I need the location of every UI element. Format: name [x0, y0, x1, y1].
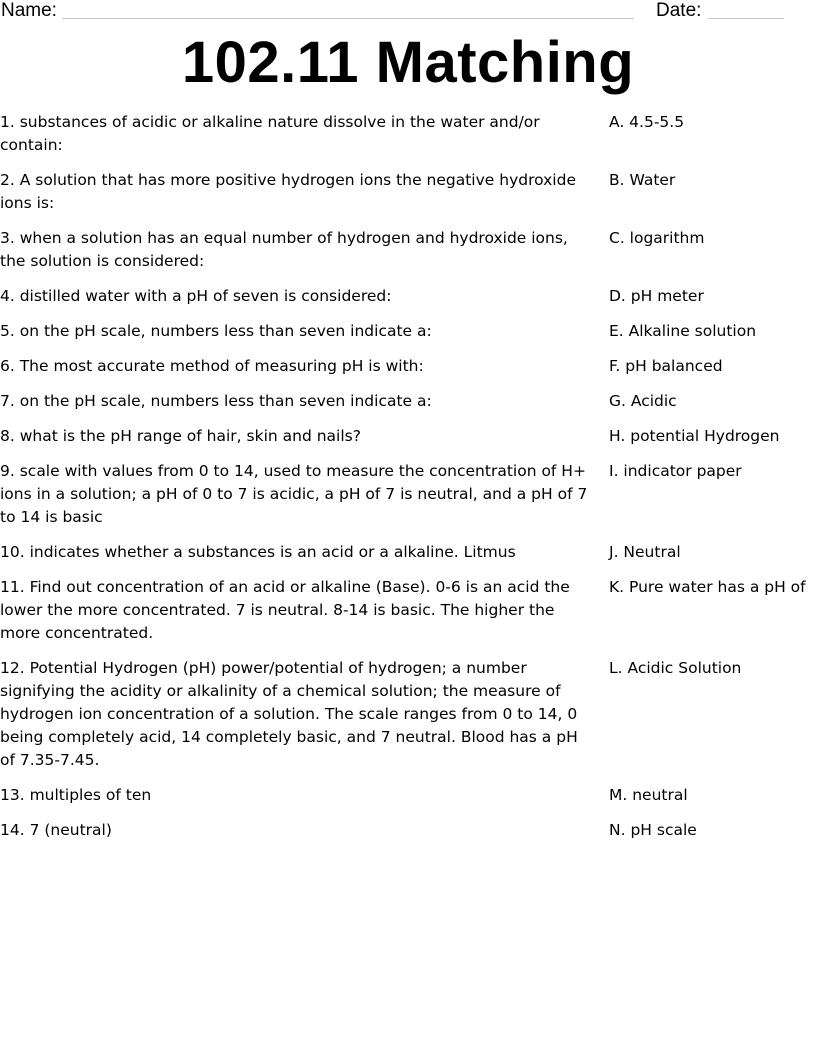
answer-m: M. neutral	[609, 786, 688, 804]
question-14: 14. 7 (neutral)	[0, 821, 112, 839]
answer-i: I. indicator paper	[609, 462, 742, 480]
date-label: Date:	[656, 0, 702, 21]
date-blank-line[interactable]	[708, 18, 784, 19]
matching-row	[0, 425, 816, 448]
question-10: 10. indicates whether a substances is an acid or a alkaline. Litmus	[0, 543, 516, 561]
answer-j: J. Neutral	[609, 543, 681, 561]
matching-row	[0, 460, 816, 529]
matching-row	[0, 784, 816, 807]
name-blank-line[interactable]	[62, 18, 634, 19]
question-11: 11. Find out concentration of an acid or alkaline (Base). 0-6 is an acid the lower the more concentrated. 7 is neutral. 8-14 is basic. The higher the more concentrated.	[0, 578, 570, 642]
matching-row	[0, 355, 816, 378]
matching-row	[0, 541, 816, 564]
question-4: 4. distilled water with a pH of seven is considered:	[0, 287, 392, 305]
answer-d: D. pH meter	[609, 287, 704, 305]
answer-h: H. potential Hydrogen	[609, 427, 780, 445]
matching-list	[0, 111, 816, 854]
matching-row	[0, 657, 816, 772]
answer-k: K. Pure water has a pH of	[609, 578, 806, 596]
question-3: 3. when a solution has an equal number of hydrogen and hydroxide ions, the solution is considered:	[0, 229, 568, 270]
question-1: 1. substances of acidic or alkaline nature dissolve in the water and/or contain:	[0, 113, 540, 154]
worksheet-header	[0, 0, 816, 24]
matching-row	[0, 169, 816, 215]
matching-row	[0, 819, 816, 842]
answer-a: A. 4.5-5.5	[609, 113, 685, 131]
name-label: Name:	[1, 0, 57, 21]
answer-f: F. pH balanced	[609, 357, 723, 375]
question-7: 7. on the pH scale, numbers less than seven indicate a:	[0, 392, 432, 410]
answer-g: G. Acidic	[609, 392, 677, 410]
answer-e: E. Alkaline solution	[609, 322, 757, 340]
answer-n: N. pH scale	[609, 821, 697, 839]
question-5: 5. on the pH scale, numbers less than seven indicate a:	[0, 322, 432, 340]
matching-row	[0, 390, 816, 413]
matching-row	[0, 111, 816, 157]
answer-l: L. Acidic Solution	[609, 659, 742, 677]
matching-row	[0, 285, 816, 308]
question-13: 13. multiples of ten	[0, 786, 152, 804]
question-2: 2. A solution that has more positive hydrogen ions the negative hydroxide ions is:	[0, 171, 576, 212]
question-9: 9. scale with values from 0 to 14, used to measure the concentration of H+ ions in a solution; a pH of 0 to 7 is acidic, a pH of 7 is neutral, and a pH of 7 to 14 is basic	[0, 462, 588, 526]
question-6: 6. The most accurate method of measuring pH is with:	[0, 357, 424, 375]
matching-row	[0, 227, 816, 273]
matching-row	[0, 576, 816, 645]
worksheet-title: 102.11 Matching	[181, 30, 635, 95]
answer-b: B. Water	[609, 171, 676, 189]
answer-c: C. logarithm	[609, 229, 705, 247]
question-8: 8. what is the pH range of hair, skin and nails?	[0, 427, 361, 445]
question-12: 12. Potential Hydrogen (pH) power/potential of hydrogen; a number signifying the acidity or alkalinity of a chemical solution; the measure of hydrogen ion concentration of a solution. The scale ranges from 0 to 14, 0 being completely acid, 14 completely basic, and 7 neutral. Blood has a pH of 7.35-7.45.	[0, 659, 578, 769]
matching-row	[0, 320, 816, 343]
